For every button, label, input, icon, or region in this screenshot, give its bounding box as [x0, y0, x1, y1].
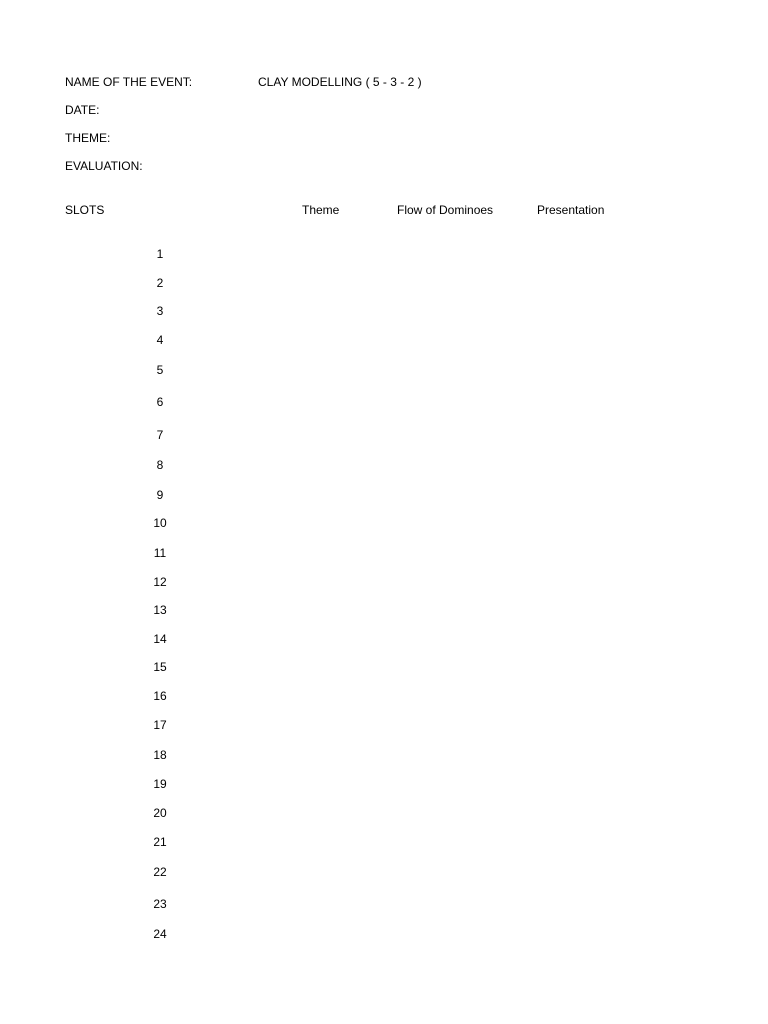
slot-number: 24	[153, 927, 167, 941]
slot-number: 1	[156, 247, 164, 261]
slot-number: 18	[153, 748, 167, 762]
slot-number: 22	[153, 865, 167, 879]
theme-label: THEME:	[65, 131, 111, 145]
slot-number: 3	[156, 304, 164, 318]
slot-number: 8	[156, 458, 164, 472]
slot-number: 10	[153, 516, 167, 530]
slot-number: 4	[156, 333, 164, 347]
slot-number: 17	[153, 718, 167, 732]
slot-number: 9	[156, 488, 164, 502]
slot-number: 21	[153, 835, 167, 849]
column-header-flow-of-dominoes: Flow of Dominoes	[397, 203, 494, 217]
slot-number: 13	[153, 603, 167, 617]
event-name-label: NAME OF THE EVENT:	[65, 75, 193, 89]
column-header-presentation: Presentation	[537, 203, 605, 217]
slot-number: 14	[153, 632, 167, 646]
column-header-slots: SLOTS	[65, 203, 105, 217]
date-label: DATE:	[65, 103, 100, 117]
slot-number: 11	[153, 546, 167, 560]
slot-number: 19	[153, 777, 167, 791]
column-header-theme: Theme	[302, 203, 340, 217]
evaluation-label: EVALUATION:	[65, 159, 143, 173]
slot-number: 23	[153, 897, 167, 911]
slot-number: 5	[156, 363, 164, 377]
slot-number: 20	[153, 806, 167, 820]
slot-number: 12	[153, 575, 167, 589]
event-name-value: CLAY MODELLING ( 5 - 3 - 2 )	[258, 75, 422, 89]
slot-number: 16	[153, 689, 167, 703]
slot-number: 6	[156, 395, 164, 409]
slot-number: 2	[156, 276, 164, 290]
slot-number: 15	[153, 660, 167, 674]
slot-number: 7	[156, 428, 164, 442]
